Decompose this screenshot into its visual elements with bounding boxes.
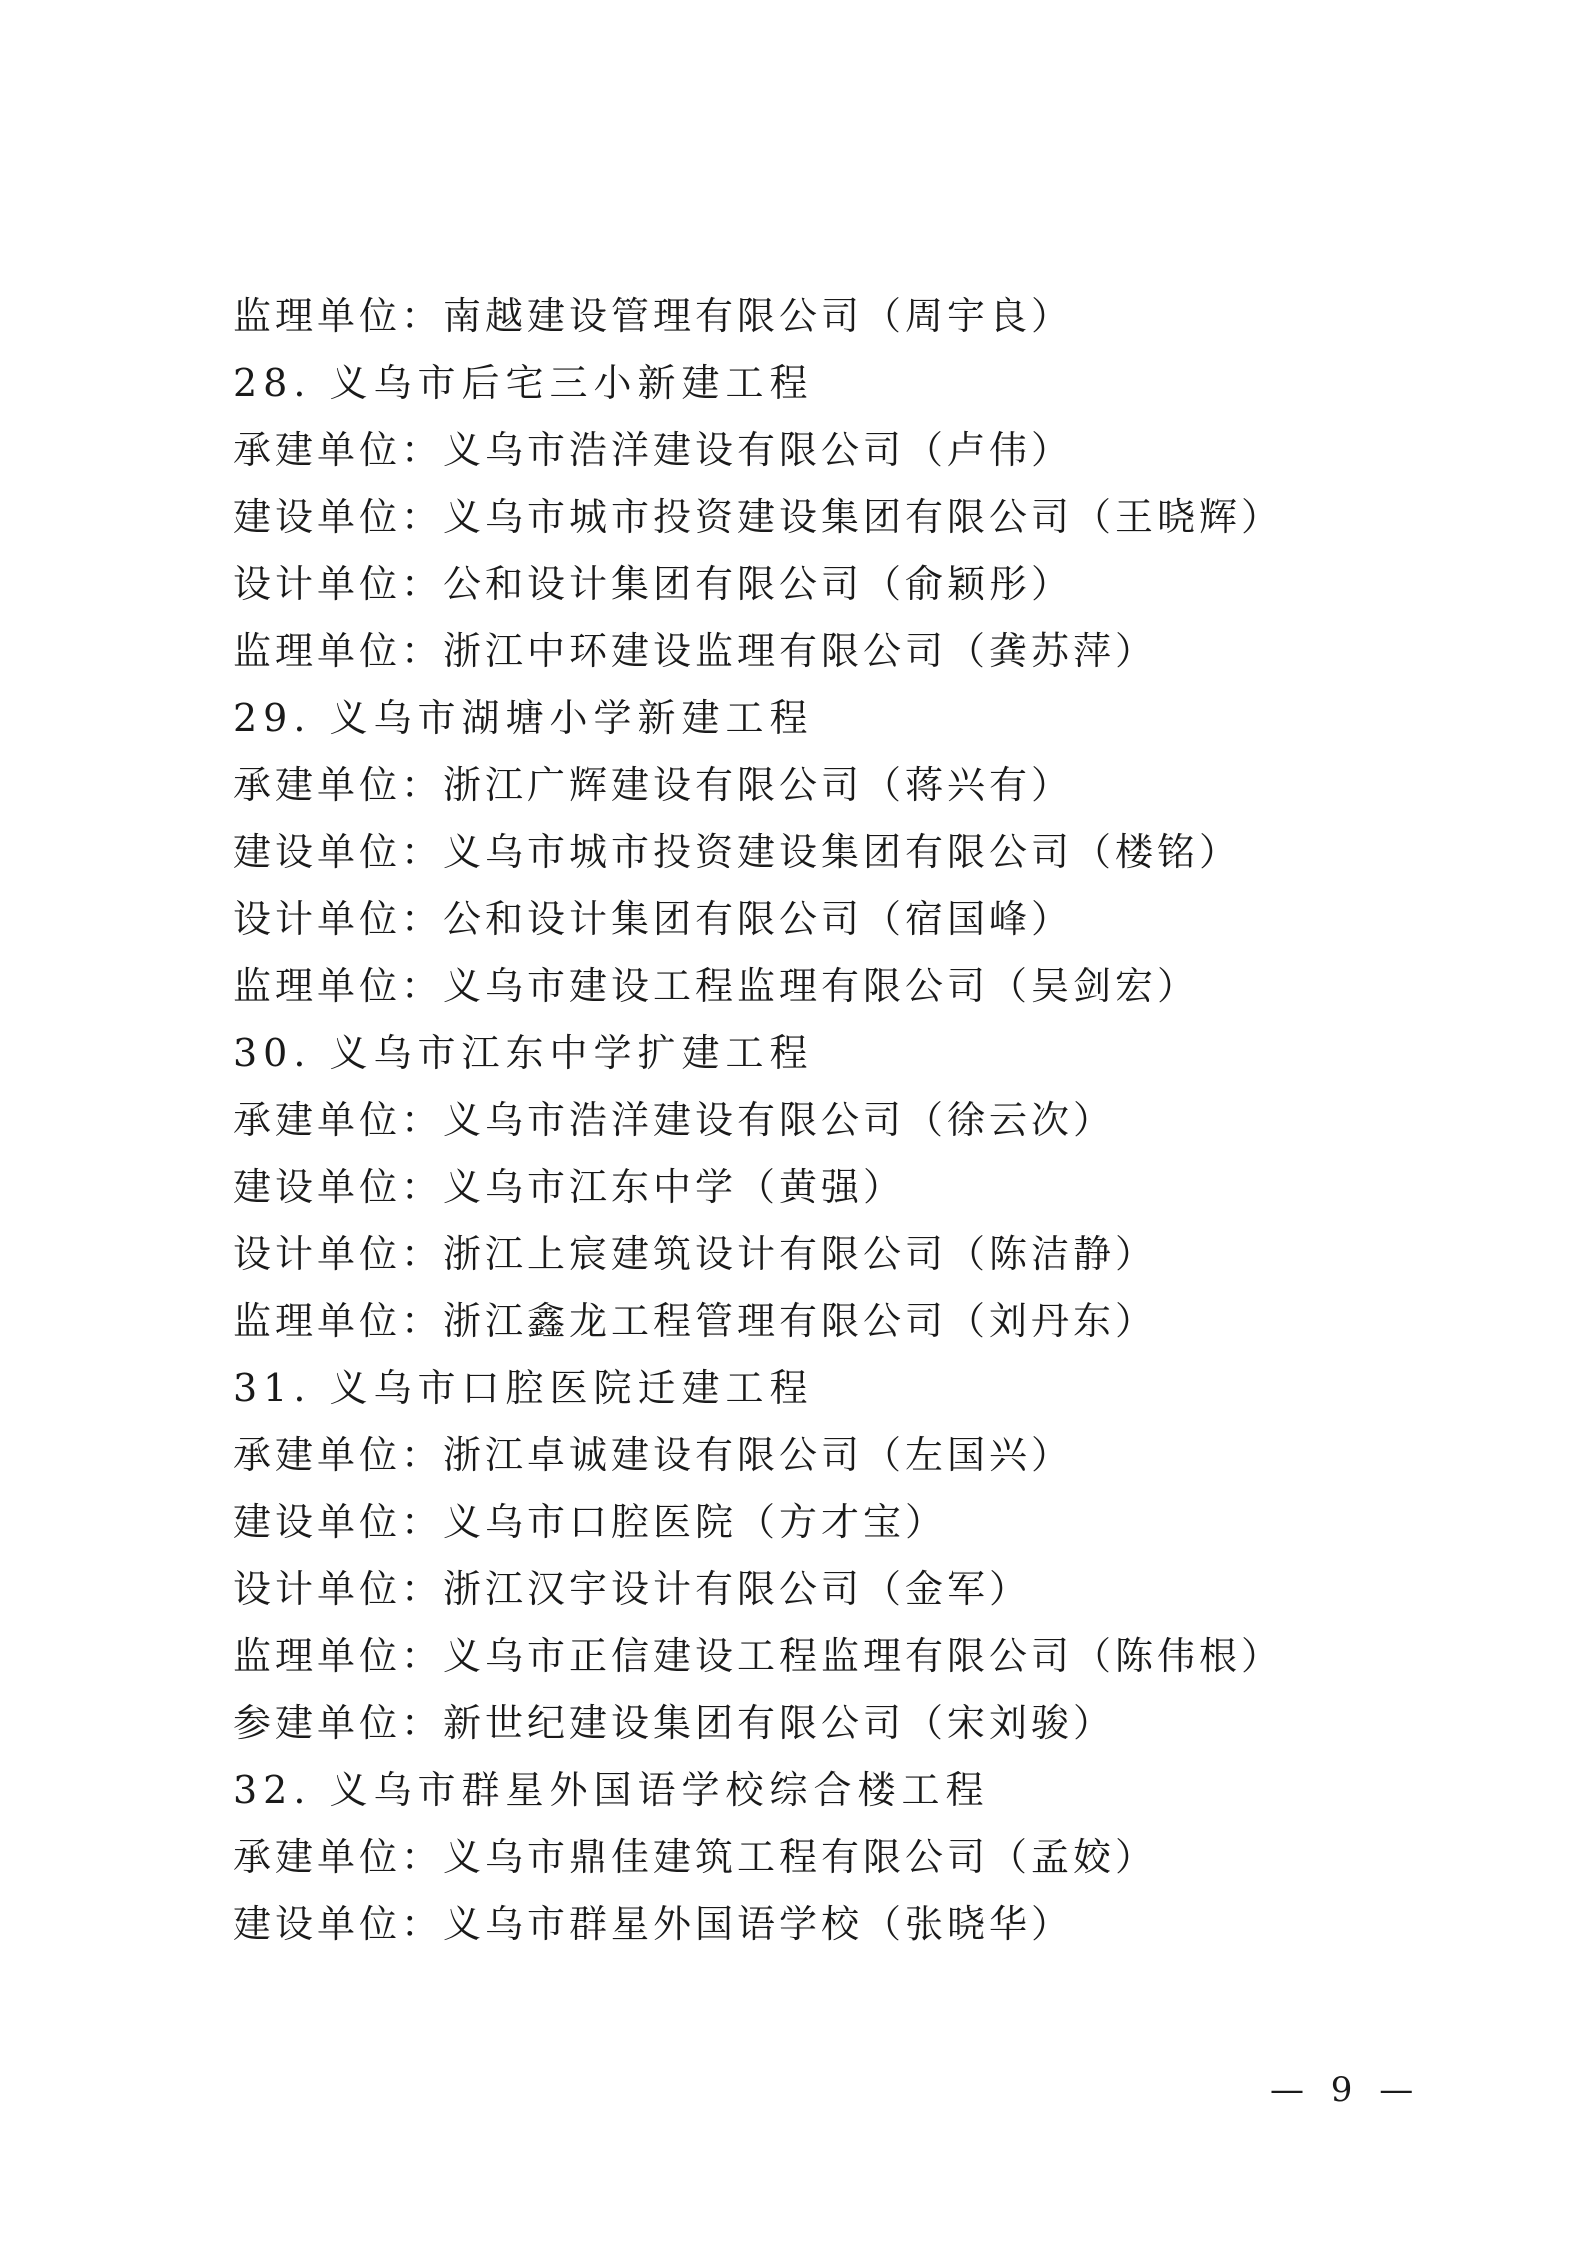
text-line: 承建单位：义乌市浩洋建设有限公司（卢伟） (233, 428, 1074, 472)
text-line: 承建单位：浙江卓诚建设有限公司（左国兴） (233, 1433, 1074, 1477)
project-heading: 31. 义乌市口腔医院迁建工程 (233, 1366, 814, 1410)
text-line: 承建单位：浙江广辉建设有限公司（蒋兴有） (233, 763, 1074, 807)
text-line: 建设单位：义乌市群星外国语学校（张晓华） (233, 1902, 1074, 1946)
text-line: 监理单位：浙江鑫龙工程管理有限公司（刘丹东） (233, 1299, 1158, 1343)
text-line: 参建单位：新世纪建设集团有限公司（宋刘骏） (233, 1701, 1116, 1745)
text-line: 承建单位：义乌市浩洋建设有限公司（徐云次） (233, 1098, 1116, 1142)
project-heading: 32. 义乌市群星外国语学校综合楼工程 (233, 1768, 990, 1812)
project-heading: 28. 义乌市后宅三小新建工程 (233, 361, 814, 405)
text-line: 建设单位：义乌市城市投资建设集团有限公司（王晓辉） (233, 495, 1284, 539)
text-line: 设计单位：公和设计集团有限公司（俞颖彤） (233, 562, 1074, 606)
project-heading: 29. 义乌市湖塘小学新建工程 (233, 696, 814, 740)
text-line: 监理单位：浙江中环建设监理有限公司（龚苏萍） (233, 629, 1158, 673)
project-heading: 30. 义乌市江东中学扩建工程 (233, 1031, 814, 1075)
text-line: 监理单位：南越建设管理有限公司（周宇良） (233, 294, 1074, 338)
text-line: 监理单位：义乌市建设工程监理有限公司（吴剑宏） (233, 964, 1200, 1008)
text-line: 建设单位：义乌市口腔医院（方才宝） (233, 1500, 948, 1544)
text-line: 设计单位：浙江上宸建筑设计有限公司（陈洁静） (233, 1232, 1158, 1276)
page-number: — 9 — (1270, 2070, 1422, 2110)
text-line: 建设单位：义乌市江东中学（黄强） (233, 1165, 906, 1209)
text-line: 承建单位：义乌市鼎佳建筑工程有限公司（孟姣） (233, 1835, 1158, 1879)
text-line: 设计单位：公和设计集团有限公司（宿国峰） (233, 897, 1074, 941)
text-line: 监理单位：义乌市正信建设工程监理有限公司（陈伟根） (233, 1634, 1284, 1678)
text-line: 建设单位：义乌市城市投资建设集团有限公司（楼铭） (233, 830, 1242, 874)
document-body (233, 283, 1373, 1958)
text-line: 设计单位：浙江汉宇设计有限公司（金军） (233, 1567, 1032, 1611)
